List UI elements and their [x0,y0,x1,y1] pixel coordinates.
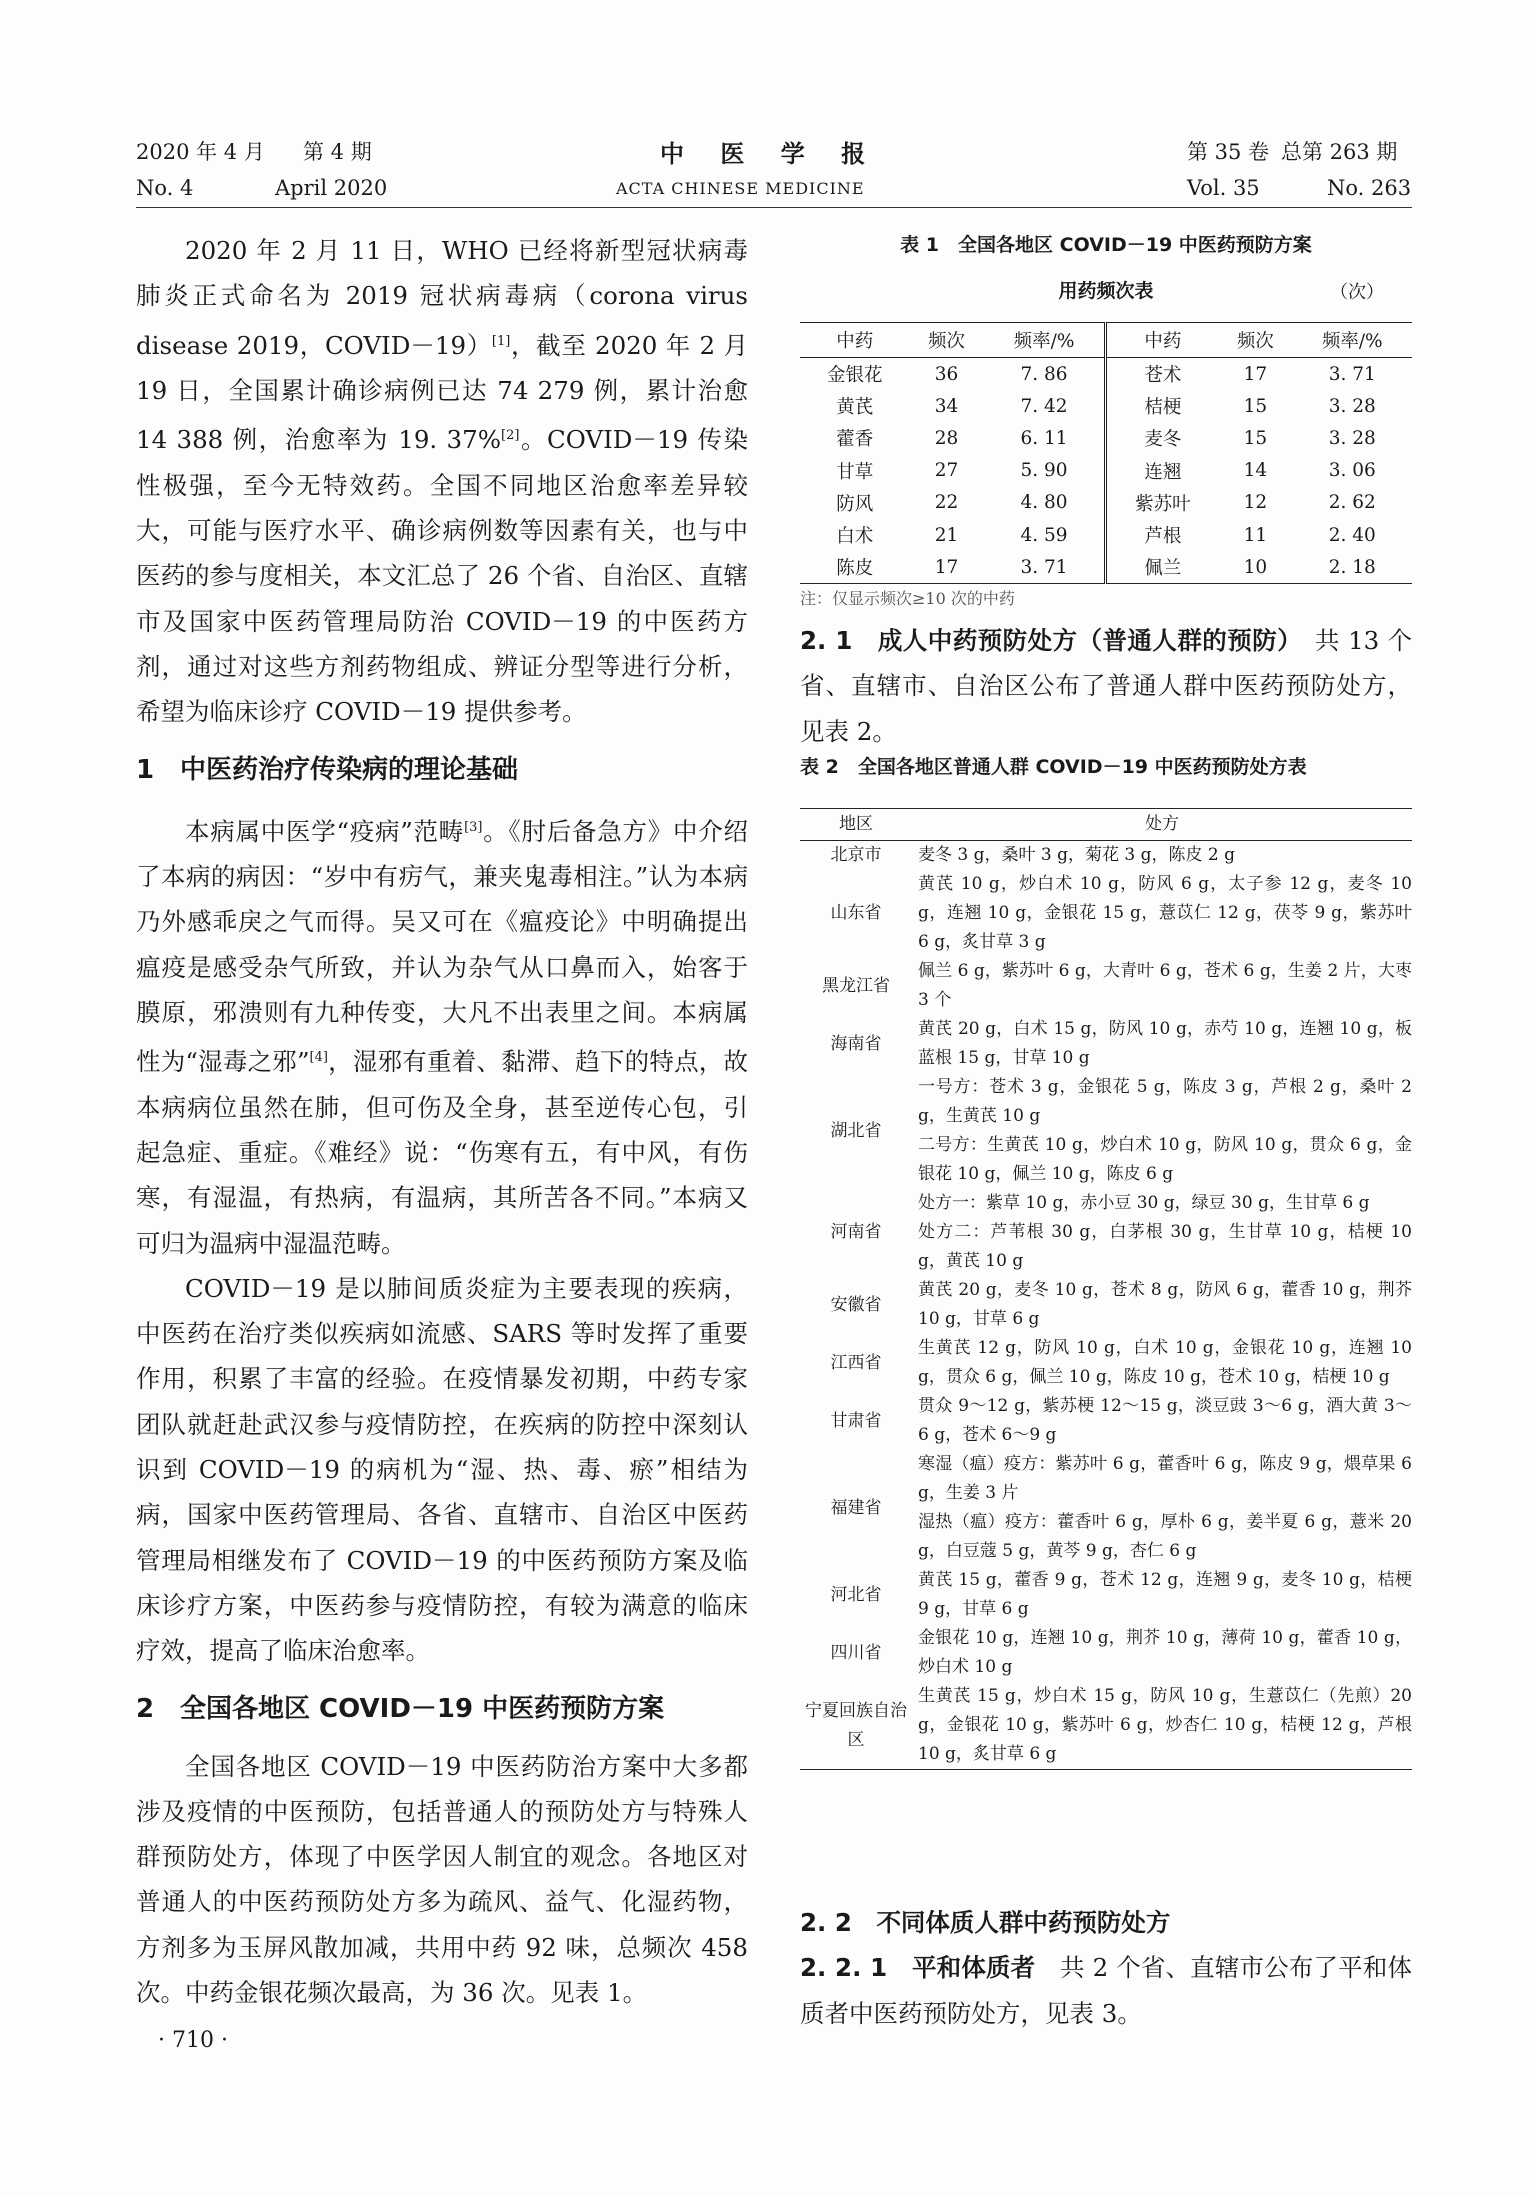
table-header-cell: 频次 [1218,323,1292,358]
table-cell: 22 [934,492,959,514]
region-cell: 宁夏回族自治区 [800,1682,912,1770]
section-1-heading: 1 中医药治疗传染病的理论基础 [136,754,519,785]
section-1-paragraph-2: COVID－19 是以肺间质炎症为主要表现的疾病，中医药在治疗类似疾病如流感、SARS 等时发挥了重要作用，积累了丰富的经验。在疫情暴发初期，中药专家团队就赶赴武汉参与疫情防控，在疾病的防控中深刻认识到 COVID－19 的病机为“湿、热、毒、瘀”相结为病，国家中医药管理局、各省、直辖市、自治区中医药管理局相继发布了 COVID－19 的中医药预防方案及临床诊疗方案，中医药参与疫情防控，有较为满意的临床疗效，提高了临床治愈率。 [136,1273,748,1666]
table-cell: 14 [1243,460,1268,482]
prescription-cell: 生黄芪 12 g，防风 10 g，白术 10 g，金银花 10 g，连翘 10 g，贯众 6 g，佩兰 10 g，陈皮 10 g，苍术 10 g，桔梗 10 g [918,1338,1412,1387]
table-cell: 防风 [836,493,874,515]
table-row [800,487,1412,519]
section-2-2-1-paragraph: 2. 2. 1 平和体质者 共 2 个省、直辖市公布了平和体质者中医药预防处方，见表 3。 [800,1953,1413,2028]
region-cell: 河南省 [830,1222,882,1242]
prescription-cell: 一号方：苍术 3 g，金银花 5 g，陈皮 3 g，芦根 2 g，桑叶 2 g，生黄芪 10 g [918,1077,1412,1126]
table-cell: 3. 71 [984,551,1106,584]
header-date-en: April 2020 [275,176,388,200]
table-row [800,551,1412,584]
citation: [2] [501,428,520,444]
table-cell: 2. 62 [1328,492,1376,514]
section-2-1 [800,618,1412,754]
table-cell: 3. 28 [1328,427,1376,449]
prescription-cell: 寒湿（瘟）疫方：紫苏叶 6 g，藿香叶 6 g，陈皮 9 g，煨草果 6 g，生姜 3 片 [918,1454,1412,1503]
table-row [800,1624,1412,1682]
header-issue-en: No. 4 [136,176,194,200]
journal-title-en: ACTA CHINESE MEDICINE [616,179,865,198]
citation: [4] [309,1050,328,1066]
table-row [800,870,1412,957]
region-cell: 安徽省 [830,1294,882,1315]
table-cell: 2. 40 [1328,524,1376,546]
table-header-cell: 频率/% [984,323,1106,358]
table-1-note: 注：仅显示频次≥10 次的中药 [800,589,1015,608]
prescription-cell: 金银花 10 g，连翘 10 g，荆芥 10 g，薄荷 10 g，藿香 10 g，炒白术 10 g [918,1628,1412,1677]
table-cell: 6. 11 [1020,427,1068,449]
citation: [3] [464,819,483,835]
table-cell: 3. 28 [1328,395,1376,417]
table-cell: 3. 71 [1328,363,1376,385]
table-1-caption: 表 1 全国各地区 COVID－19 中医药预防方案 [900,234,1312,256]
prescription-cell: 黄芪 20 g，白术 15 g，防风 10 g，赤芍 10 g，连翘 10 g，板蓝根 15 g，甘草 10 g [918,1019,1412,1068]
section-2-paragraph: 全国各地区 COVID－19 中医药防治方案中大多都涉及疫情的中医预防，包括普通人的预防处方与特殊人群预防处方，体现了中医学因人制宜的观念。各地区对普通人的中医药预防处方多为疏风、益气、化湿药物，方剂多为玉屏风散加减，共用中药 92 味，总频次 458 次。中药金银花频次最高，为 36 次。见表 1。 [136,1751,748,2008]
prescription-cell: 处方一：紫草 10 g，赤小豆 30 g，绿豆 30 g，生甘草 6 g [918,1193,1370,1213]
region-cell: 北京市 [830,845,882,865]
region-cell: 山东省 [830,903,882,923]
table-header-cell: 处方 [912,809,1412,841]
table-cell: 佩兰 [1106,551,1218,584]
table-cell: 15 [1243,395,1268,417]
prescription-cell: 处方二：芦苇根 30 g，白茅根 30 g，生甘草 10 g，桔梗 10 g，黄芪 10 g [918,1222,1412,1271]
table-header-cell: 中药 [1106,323,1218,358]
table-cell: 4. 59 [1020,524,1068,546]
header-total-issue-cn: 总第 263 期 [1281,140,1398,164]
table-cell: 17 [909,551,983,584]
table-cell: 7. 42 [1020,395,1068,417]
table-cell: 15 [1243,427,1268,449]
table-row [800,1334,1412,1392]
table-header-cell: 频率/% [1292,323,1412,358]
table-cell: 2. 18 [1292,551,1412,584]
header-rule [136,207,1412,208]
citation: [1] [491,333,511,349]
table-row [800,422,1412,454]
prescription-cell: 麦冬 3 g，桑叶 3 g，菊花 3 g，陈皮 2 g [918,845,1236,865]
table-row [800,390,1412,422]
region-cell: 河北省 [830,1584,882,1605]
table-cell: 3. 06 [1328,460,1376,482]
prescription-cell: 黄芪 10 g，炒白术 10 g，防风 6 g，太子参 12 g，麦冬 10 g，连翘 10 g，金银花 15 g，薏苡仁 12 g，茯苓 9 g，紫苏叶 6 g，炙甘草 3 g [918,874,1412,952]
table-cell: 4. 80 [1020,492,1068,514]
table-cell: 21 [934,524,959,546]
table-cell: 5. 90 [1020,460,1068,482]
table-header-cell: 频次 [909,323,983,358]
table-cell: 连翘 [1106,455,1218,487]
table-cell: 紫苏叶 [1106,487,1218,519]
table-1 [800,322,1412,584]
table-header-cell: 中药 [800,323,909,358]
table-row [800,841,1412,871]
table-row [800,1015,1412,1073]
table-2-caption: 表 2 全国各地区普通人群 COVID－19 中医药预防处方表 [800,756,1307,778]
table-cell: 陈皮 [800,551,909,584]
section-2-2-heading: 2. 2 不同体质人群中药预防处方 [800,1908,1171,1937]
region-cell: 福建省 [830,1497,882,1518]
table-cell: 34 [934,395,959,417]
table-cell: 白术 [836,526,874,548]
table-row [800,957,1412,1015]
table-cell: 桔梗 [1106,390,1218,422]
table-cell: 36 [934,363,959,385]
region-cell: 甘肃省 [830,1410,882,1431]
table-row [800,1392,1412,1450]
table-cell: 芦根 [1106,519,1218,551]
section-2-heading: 2 全国各地区 COVID－19 中医药预防方案 [136,1693,665,1724]
header-volume-en: Vol. 35 [1187,176,1260,200]
table-header-cell: 地区 [800,809,912,841]
table-cell: 苍术 [1106,358,1218,391]
header-volume-cn: 第 35 卷 [1187,140,1270,164]
table-row [800,1450,1412,1508]
section-1-paragraph-1: 本病属中医学“疫病”范畴[3]。《肘后备急方》中介绍了本病的病因：“岁中有疠气，兼夹鬼毒相注。”认为本病乃外感乖戾之气而得。吴又可在《瘟疫论》中明确提出瘟疫是感受杂气所致，并认为杂气从口鼻而入，始客于膜原，邪溃则有九种传变，大凡不出表里之间。本病属性为“湿毒之邪”[4]，湿邪有重着、黏滞、趋下的特点，故本病病位虽然在肺，但可伤及全身，甚至逆传心包，引起急症、重症。《难经》说：“伤寒有五，有中风，有伤寒，有湿温，有热病，有温病，其所苦各不同。”本病又可归为温病中湿温范畴。 [136,816,748,1258]
region-cell: 四川省 [830,1642,882,1663]
intro-paragraph: 2020 年 2 月 11 日，WHO 已经将新型冠状病毒肺炎正式命名为 2019 冠状病毒病（corona virus disease 2019，COVID－19）[1]，截至 2020 年 2 月 19 日，全国累计确诊病例已达 74 279 例，累计治愈 14 388 例，治愈率为 19. 37%[2]。COVID－19 传染性极强，至今无特效药。全国不同地区治愈率差异较大，可能与医疗水平、确诊病例数等因素有关，也与中医药的参与度相关，本文汇总了 26 个省、自治区、直辖市及国家中医药管理局防治 COVID－19 的中医药方剂，通过对这些方剂药物组成、辨证分型等进行分析，希望为临床诊疗 COVID－19 提供参考。 [136,236,748,727]
left-column [136,228,748,2015]
prescription-cell: 湿热（瘟）疫方：藿香叶 6 g，厚朴 6 g，姜半夏 6 g，薏米 20 g，白豆蔻 5 g，黄芩 9 g，杏仁 6 g [918,1512,1412,1561]
table-cell: 17 [1243,363,1268,385]
table-row [800,1276,1412,1334]
table-cell: 27 [934,460,959,482]
table-row [800,1682,1412,1770]
table-cell: 28 [934,427,959,449]
table-1-unit: （次） [1330,282,1384,303]
table-row [800,519,1412,551]
table-cell: 黄芪 [836,397,874,419]
table-row [800,1566,1412,1624]
prescription-cell: 二号方：生黄芪 10 g，炒白术 10 g，防风 10 g，贯众 6 g，金银花 10 g，佩兰 10 g，陈皮 6 g [918,1135,1412,1184]
table-row [800,1189,1412,1218]
section-2-1-paragraph: 2. 1 成人中药预防处方（普通人群的预防） 共 13 个省、直辖市、自治区公布了普通人群中医药预防处方，见表 2。 [800,626,1413,746]
header-total-issue-en: No. 263 [1327,176,1412,200]
region-cell: 海南省 [830,1033,882,1054]
section-2-2 [800,1900,1412,2036]
header-issue-cn: 第 4 期 [303,140,372,164]
journal-title-cn: 中 医 学 报 [660,139,880,168]
table-2 [800,808,1412,1770]
table-cell: 10 [1218,551,1292,584]
table-cell: 7. 86 [1020,363,1068,385]
region-cell: 湖北省 [830,1120,882,1141]
table-1-caption-line2: 用药频次表 [1058,280,1154,302]
table-cell: 甘草 [836,461,874,483]
prescription-cell: 佩兰 6 g，紫苏叶 6 g，大青叶 6 g，苍术 6 g，生姜 2 片，大枣 3 个 [918,961,1412,1010]
prescription-cell: 生黄芪 15 g，炒白术 15 g，防风 10 g，生薏苡仁（先煎）20 g，金银花 10 g，紫苏叶 6 g，炒杏仁 10 g，桔梗 12 g，芦根 10 g，炙甘草 6 g [912,1682,1412,1770]
table-cell: 12 [1243,492,1268,514]
table-row [800,358,1412,391]
page-number: · 710 · [158,2028,228,2053]
table-cell: 金银花 [826,365,883,387]
table-cell: 11 [1243,524,1268,546]
table-row [800,455,1412,487]
region-cell: 黑龙江省 [822,975,890,996]
header-date-cn: 2020 年 4 月 [136,140,265,164]
table-cell: 麦冬 [1106,422,1218,454]
table-cell: 藿香 [836,429,874,451]
prescription-cell: 黄芪 15 g，藿香 9 g，苍术 12 g，连翘 9 g，麦冬 10 g，桔梗 9 g，甘草 6 g [918,1570,1412,1619]
table-row [800,1073,1412,1131]
prescription-cell: 贯众 9～12 g，紫苏梗 12～15 g，淡豆豉 3～6 g，酒大黄 3～6 g，苍术 6～9 g [918,1396,1412,1445]
prescription-cell: 黄芪 20 g，麦冬 10 g，苍术 8 g，防风 6 g，藿香 10 g，荆芥 10 g，甘草 6 g [918,1280,1412,1329]
region-cell: 江西省 [830,1352,882,1373]
